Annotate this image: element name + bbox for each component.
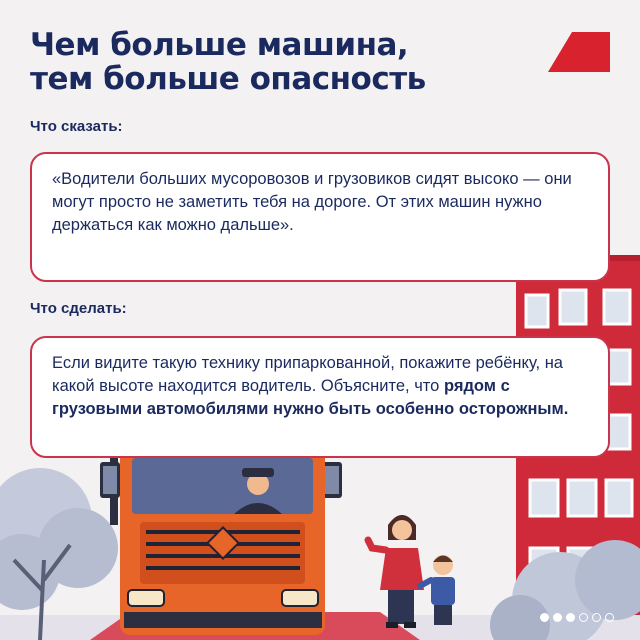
section-do-text-plain: Если видите такую технику припаркованной, покажите ребёнку, на какой высоте находится водитель. Объясните, что (52, 354, 563, 395)
page-title-line-1: Чем больше машина, (30, 27, 409, 63)
pagination-dot-2[interactable] (553, 613, 562, 622)
pagination-dot-6[interactable] (605, 613, 614, 622)
pagination-dot-3[interactable] (566, 613, 575, 622)
section-say-card (30, 152, 610, 282)
page-title (30, 28, 426, 96)
pagination-dot-1[interactable] (540, 613, 549, 622)
pagination-dot-4[interactable] (579, 613, 588, 622)
section-do-text (52, 352, 588, 421)
section-do-label: Что сделать: (30, 300, 127, 317)
pagination-dot-5[interactable] (592, 613, 601, 622)
pagination-dots[interactable] (540, 613, 614, 622)
section-do-text-bold: рядом с грузовыми автомобилями нужно быть особенно осторожным. (52, 377, 569, 418)
truck (100, 445, 342, 635)
page-title-line-2: тем больше опасность (30, 61, 426, 97)
section-say-text: «Водители больших мусоровозов и грузовиков сидят высоко — они могут просто не заметить тебя на дороге. От этих машин нужно держаться как можно дальше». (52, 170, 572, 234)
brand-flag-icon (548, 32, 610, 72)
child (420, 555, 455, 625)
section-do-card (30, 336, 610, 458)
section-say-label: Что сказать: (30, 118, 123, 135)
mother (368, 515, 424, 628)
